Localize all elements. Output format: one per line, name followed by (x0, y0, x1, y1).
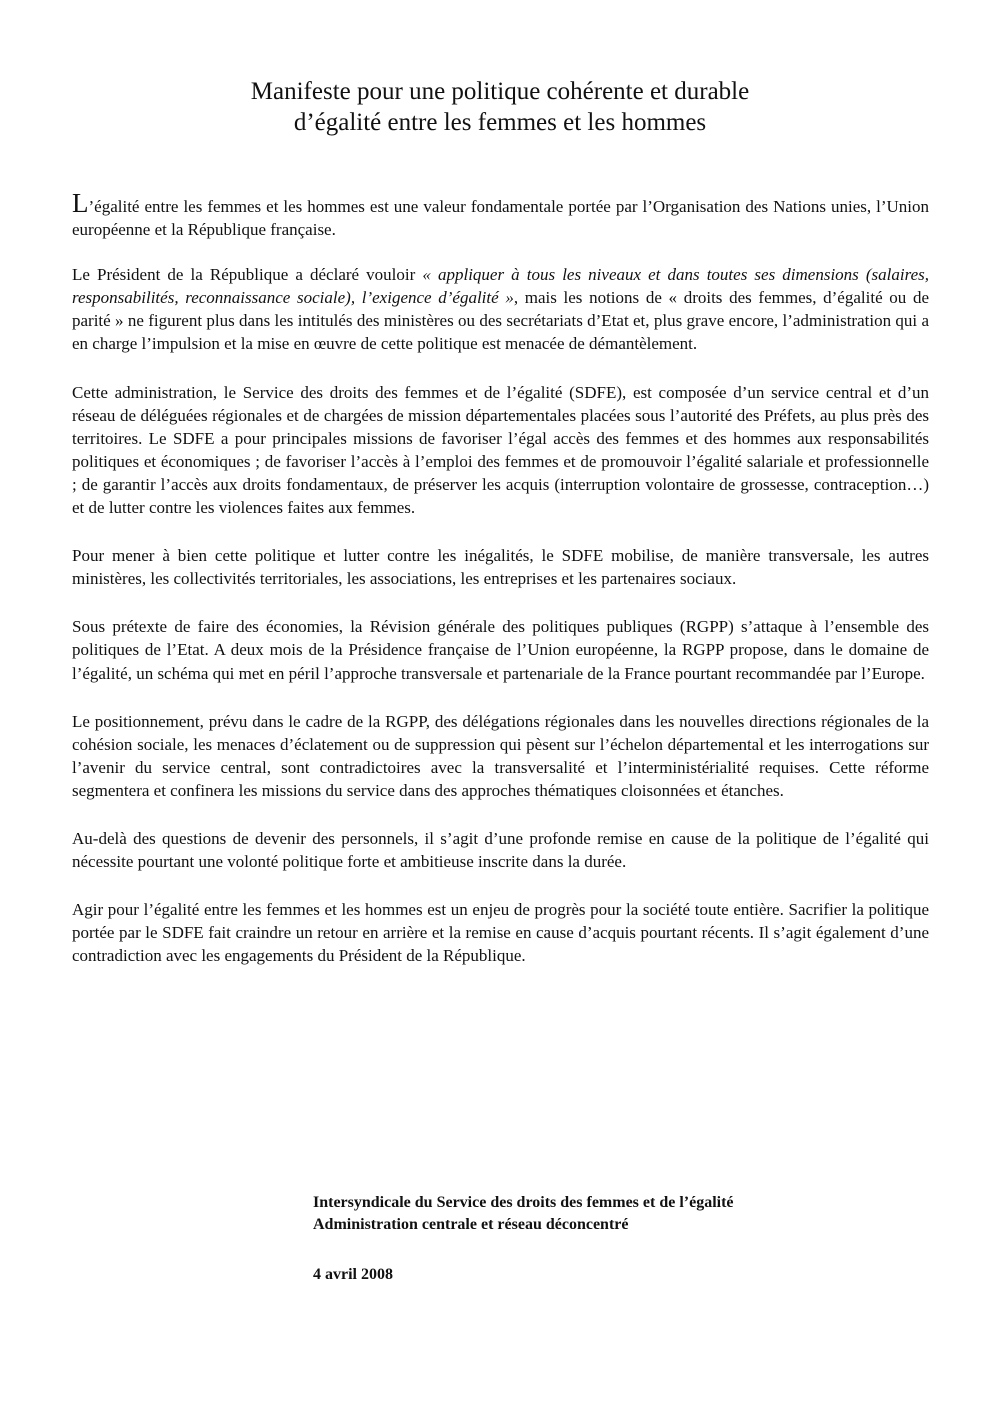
paragraph-4: Pour mener à bien cette politique et lutter contre les inégalités, le SDFE mobilise, de manière transversale, les autres ministères, les collectivités territoriales, les associations, les entreprises et les partenaires sociaux. (72, 546, 929, 589)
paragraph-1-text: ’égalité entre les femmes et les hommes est une valeur fondamentale portée par l’Organisation des Nations unies, l’Union européenne et la République française. (72, 197, 929, 240)
paragraph-7: Au-delà des questions de devenir des personnels, il s’agit d’une profonde remise en cause de la politique de l’égalité qui nécessite pourtant une volonté politique forte et ambitieuse inscrite dans la durée. (72, 828, 929, 872)
title-line-1: Manifeste pour une politique cohérente et durable (250, 78, 750, 105)
signature-scope: Administration centrale et réseau déconcentré (313, 1216, 629, 1233)
paragraph-3: Cette administration, le Service des droits des femmes et de l’égalité (SDFE), est composée d’un service central et d’un réseau de déléguées régionales et de chargées de mission départementales placées sous l’autorité des Préfets, au plus près des territoires. Le SDFE a pour principales missions de favoriser l’égal accès des femmes et des hommes aux responsabilités politiques et économiques ; de favoriser l’accès à l’emploi des femmes et de promouvoir l’égalité salariale et professionnelle ; de garantir l’accès aux droits fondamentaux, de préserver les acquis (interruption volontaire de grossesse, contraception…) et de lutter contre les violences faites aux femmes. (72, 382, 929, 518)
paragraph-6: Le positionnement, prévu dans le cadre de la RGPP, des délégations régionales dans les nouvelles directions régionales de la cohésion sociale, les menaces d’éclatement ou de suppression qui pèsent sur l’échelon départemental et les interrogations sur l’avenir du service central, sont contradictoires avec la transversalité et l’interministérialité requises. Cette réforme segmentera et confinera les missions du service dans des approches thématiques cloisonnées et étanches. (72, 711, 929, 800)
paragraph-2 (72, 263, 929, 355)
signature-organization: Intersyndicale du Service des droits des femmes et de l’égalité (313, 1194, 734, 1211)
signature-block (313, 1192, 933, 1236)
signature-date: 4 avril 2008 (313, 1266, 393, 1283)
drop-cap: L (72, 188, 89, 218)
presidential-quote: « appliquer à tous les niveaux et dans toutes ses dimensions (salaires, responsabilités, reconnaissance sociale), l’exigence d’égalité » (72, 265, 930, 308)
body-text (72, 188, 930, 992)
paragraph-2-rest: , mais les notions de « droits des femmes, d’égalité ou de parité » ne figurent plus dans les intitulés des ministères ou des secrétariats d’Etat et, plus grave encore, l’administration qui a en charge l’impulsion et la mise en œuvre de cette politique est menacée de démantèlement. (72, 288, 929, 354)
paragraph-8: Agir pour l’égalité entre les femmes et les hommes est un enjeu de progrès pour la société toute entière. Sacrifier la politique portée par le SDFE fait craindre un retour en arrière et la remise en cause d’acquis pourtant récents. Il s’agit également d’une contradiction avec les engagements du Président de la République. (72, 900, 929, 966)
page-title (0, 76, 1000, 138)
title-line-2: d’égalité entre les femmes et les hommes (293, 109, 707, 136)
paragraph-1 (72, 188, 929, 241)
paragraph-2-intro: Le Président de la République a déclaré vouloir (72, 265, 423, 285)
paragraph-5: Sous prétexte de faire des économies, la Révision générale des politiques publiques (RGPP) s’attaque à l’ensemble des politiques de l’Etat. A deux mois de la Présidence française de l’Union européenne, la RGPP propose, dans le domaine de l’égalité, un schéma qui met en péril l’approche transversale et partenariale de la France pourtant recommandée par l’Europe. (72, 617, 929, 683)
